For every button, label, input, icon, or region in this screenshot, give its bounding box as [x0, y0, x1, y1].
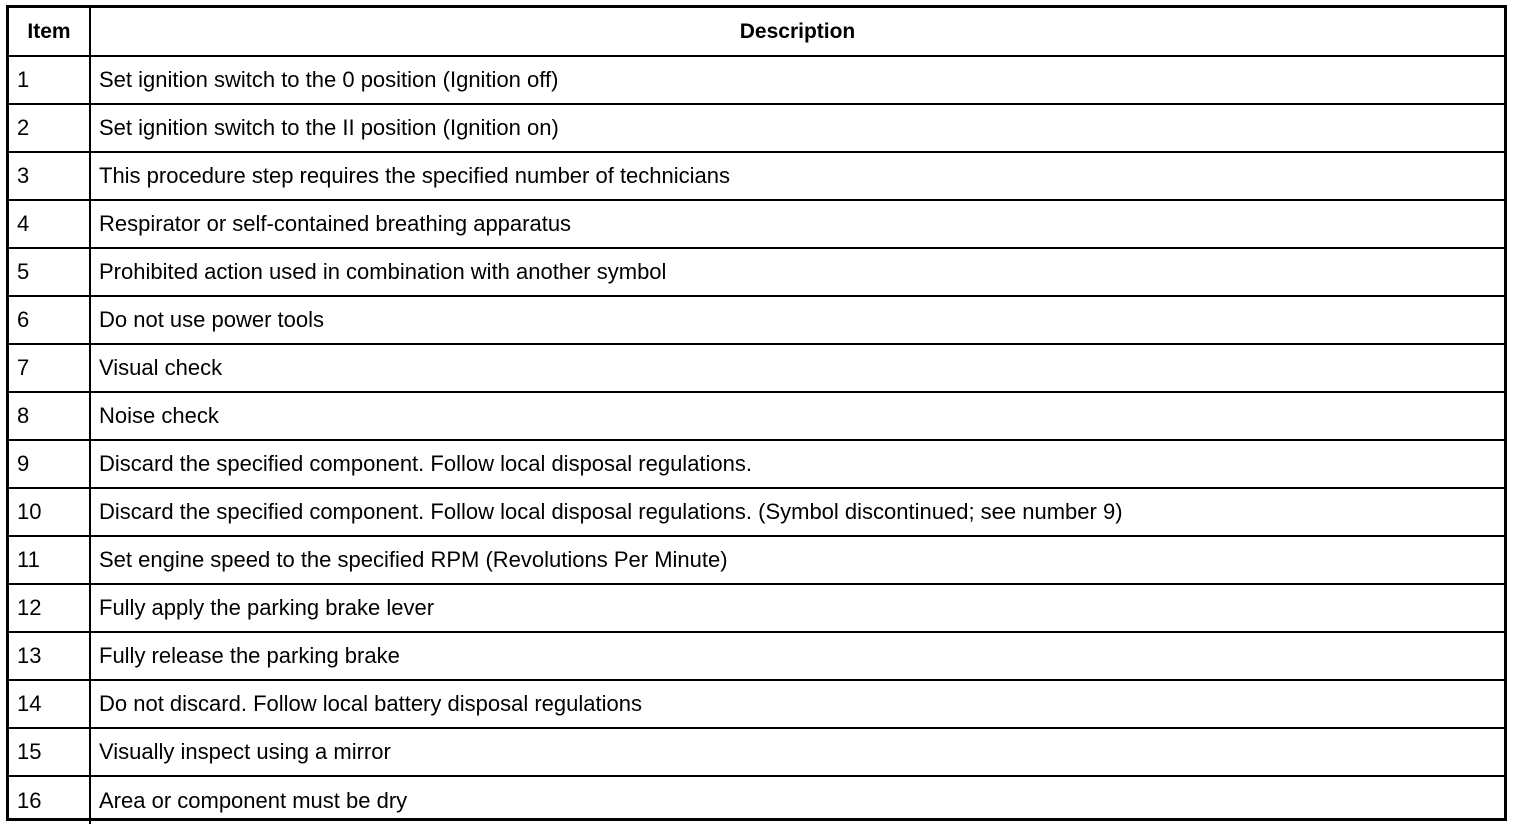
description-cell: Fully release the parking brake	[90, 632, 1504, 680]
description-cell: Fully apply the parking brake lever	[90, 584, 1504, 632]
item-number-cell: 2	[9, 104, 90, 152]
description-cell: Set ignition switch to the II position (Ignition on)	[90, 104, 1504, 152]
table-row	[9, 200, 1504, 248]
item-number-cell: 16	[9, 776, 90, 824]
description-cell: Prohibited action used in combination with another symbol	[90, 248, 1504, 296]
description-cell: Respirator or self-contained breathing apparatus	[90, 200, 1504, 248]
table-row	[9, 296, 1504, 344]
table-row	[9, 680, 1504, 728]
table-row	[9, 440, 1504, 488]
item-number-cell: 9	[9, 440, 90, 488]
item-number-cell: 6	[9, 296, 90, 344]
description-cell: Visually inspect using a mirror	[90, 728, 1504, 776]
item-number-cell: 4	[9, 200, 90, 248]
table-row	[9, 728, 1504, 776]
column-header-item: Item	[9, 8, 90, 56]
item-number-cell: 14	[9, 680, 90, 728]
item-number-cell: 11	[9, 536, 90, 584]
description-cell: Set ignition switch to the 0 position (Ignition off)	[90, 56, 1504, 104]
item-number-cell: 8	[9, 392, 90, 440]
column-header-description: Description	[90, 8, 1504, 56]
table-row	[9, 392, 1504, 440]
item-number-cell: 13	[9, 632, 90, 680]
item-number-cell: 5	[9, 248, 90, 296]
table-row	[9, 248, 1504, 296]
table-row	[9, 632, 1504, 680]
item-number-cell: 3	[9, 152, 90, 200]
description-cell: Do not discard. Follow local battery disposal regulations	[90, 680, 1504, 728]
table-row	[9, 536, 1504, 584]
description-cell: Discard the specified component. Follow local disposal regulations.	[90, 440, 1504, 488]
table-row	[9, 104, 1504, 152]
description-cell: Discard the specified component. Follow local disposal regulations. (Symbol discontinued; see number 9)	[90, 488, 1504, 536]
description-cell: Do not use power tools	[90, 296, 1504, 344]
table-row	[9, 584, 1504, 632]
item-number-cell: 12	[9, 584, 90, 632]
table-row	[9, 56, 1504, 104]
symbol-legend-table-frame	[6, 5, 1507, 821]
description-cell: This procedure step requires the specified number of technicians	[90, 152, 1504, 200]
item-number-cell: 10	[9, 488, 90, 536]
table-row	[9, 488, 1504, 536]
item-number-cell: 1	[9, 56, 90, 104]
table-row	[9, 152, 1504, 200]
description-cell: Noise check	[90, 392, 1504, 440]
table-row	[9, 344, 1504, 392]
description-cell: Area or component must be dry	[90, 776, 1504, 824]
item-number-cell: 7	[9, 344, 90, 392]
description-cell: Visual check	[90, 344, 1504, 392]
table-row	[9, 776, 1504, 824]
symbol-legend-table	[9, 8, 1504, 824]
table-header-row	[9, 8, 1504, 56]
item-number-cell: 15	[9, 728, 90, 776]
description-cell: Set engine speed to the specified RPM (Revolutions Per Minute)	[90, 536, 1504, 584]
